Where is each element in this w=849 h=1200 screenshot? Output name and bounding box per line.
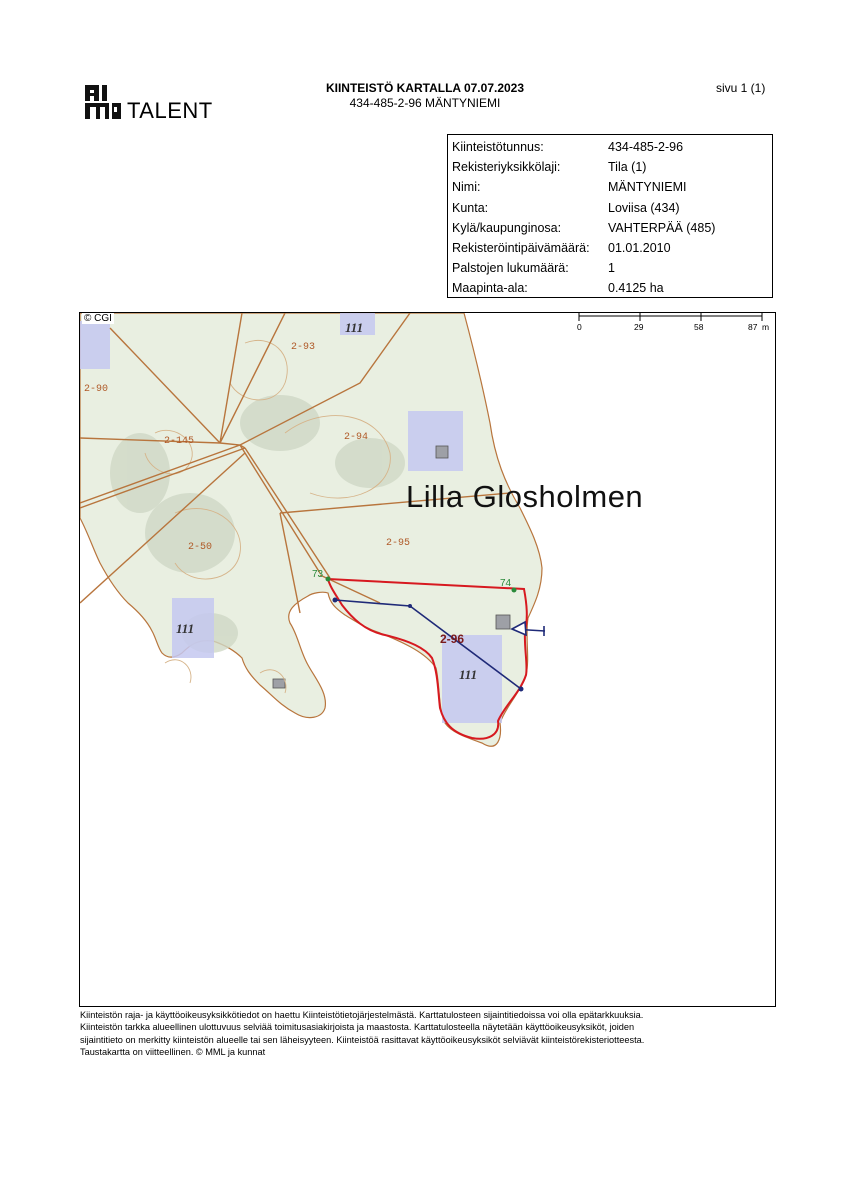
info-value: 1 [608,261,615,276]
parcel-label: 2-94 [344,432,369,443]
map-copyright: © CGI [84,313,112,324]
parcel-label: 2-50 [188,542,213,553]
disclaimer-line: sijaintitieto on merkitty kiinteistön alueelle tai sen läheisyyteen. Kiinteistöä rasittavat käyttöoikeusyksiköt selviävät kiinteistörekisteriotteesta. [80,1034,645,1045]
building-label: 111 [459,667,478,682]
info-value: 0.4125 ha [608,281,664,296]
info-row [452,137,772,157]
document-subtitle: 434-485-2-96 MÄNTYNIEMI [349,96,501,110]
info-label: Maapinta-ala: [452,281,528,296]
scale-tick-label: 87 [748,322,758,332]
info-label: Kunta: [452,200,489,215]
info-row [452,278,772,298]
info-label: Rekisteröintipäivämäärä: [452,240,590,255]
scale-tick-label: 29 [634,322,644,332]
info-row [452,177,772,197]
point-label: 73 [312,569,324,580]
info-label: Kylä/kaupunginosa: [452,220,562,235]
logo-brand-text: TALENT [127,98,213,123]
disclaimer-line: Taustakartta on viitteellinen. © MML ja kunnat [80,1047,266,1058]
scale-labels [577,322,769,332]
info-row [452,258,772,278]
alma-logo-mark [83,82,123,122]
disclaimer-footer [80,1009,780,1059]
scale-bar [579,313,762,321]
document-header [300,81,550,111]
info-value: Tila (1) [608,160,647,175]
parcel-label-2-96: 2-96 [440,632,465,646]
map-canvas [80,313,776,1007]
boundary-marker-73 [326,577,331,582]
info-row [452,198,772,218]
alma-talent-logo [83,82,223,124]
map-view[interactable] [79,312,776,1007]
info-value: 434-485-2-96 [608,140,684,154]
property-info-table [447,134,773,298]
info-row [452,157,772,177]
scale-unit: m [762,322,770,332]
building-label: 111 [345,320,364,335]
point-label: 74 [500,578,512,589]
scale-tick-label: 0 [577,322,582,332]
page-number: sivu 1 (1) [716,81,766,95]
document-title: KIINTEISTÖ KARTALLA 07.07.2023 [325,81,525,95]
boundary-marker-74 [512,588,517,593]
info-value: MÄNTYNIEMI [608,180,687,195]
info-label: Rekisteriyksikkölaji: [452,160,561,175]
parcel-label: 2-93 [291,342,316,353]
info-label: Nimi: [452,180,481,195]
scale-tick-label: 58 [694,322,704,332]
parcel-label: 2-145 [164,436,195,447]
info-value: 01.01.2010 [608,240,671,255]
info-row [452,218,772,238]
parcel-label: 2-90 [84,384,109,395]
info-value: Loviisa (434) [608,200,680,215]
disclaimer-line: Kiinteistön tarkka alueellinen ulottuvuus selviää toimitusasiakirjoista ja maastosta. Karttatulosteella näytetään käyttöoikeusyksiköt, joiden [80,1022,635,1033]
info-label: Kiinteistötunnus: [452,140,544,154]
disclaimer-line: Kiinteistön raja- ja käyttöoikeusyksikkötiedot on haettu Kiinteistötietojärjestelmästä. Karttatulosteen sijaintitiedoissa voi olla epätarkkuuksia. [80,1010,644,1020]
parcel-label: 2-95 [386,538,411,549]
info-value: VAHTERPÄÄ (485) [608,220,716,235]
building-label: 111 [176,621,195,636]
island-name-label: Lilla Glosholmen [406,479,644,514]
info-label: Palstojen lukumäärä: [452,261,569,276]
info-row [452,238,772,258]
